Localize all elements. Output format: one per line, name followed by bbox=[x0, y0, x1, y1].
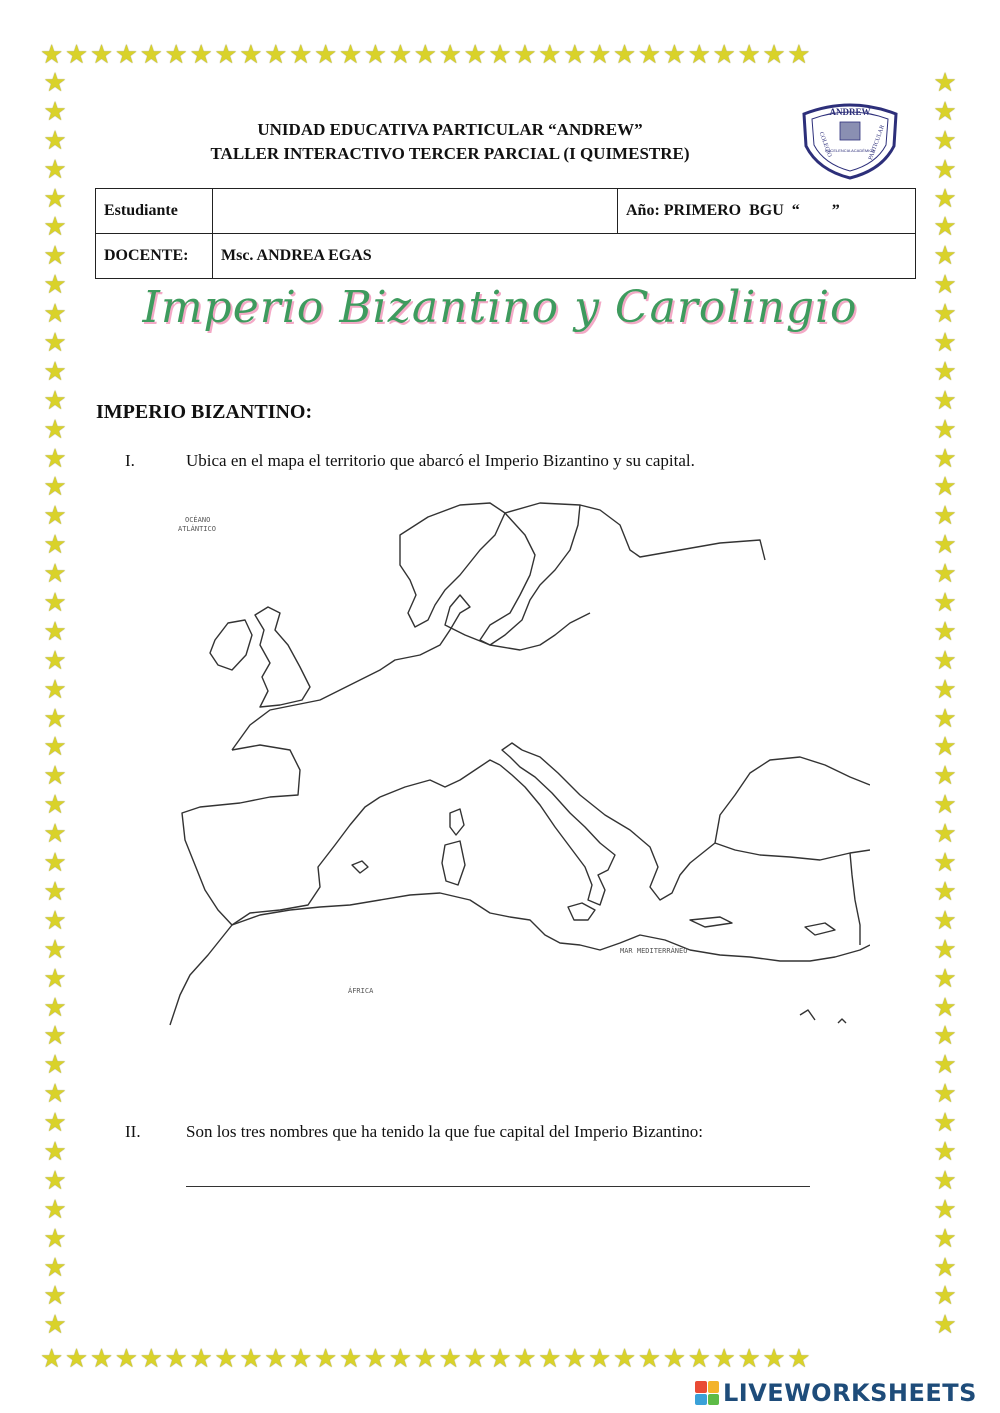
question-2-number: II. bbox=[125, 1122, 141, 1141]
scandinavia-outline bbox=[400, 503, 505, 627]
school-logo bbox=[798, 100, 902, 180]
liveworksheets-logo bbox=[695, 1378, 977, 1408]
student-info-table bbox=[95, 188, 916, 279]
teacher-label: DOCENTE: bbox=[96, 234, 213, 279]
map-label-sea: MAR MEDITERRÁNEO bbox=[620, 947, 688, 955]
logo-emblem bbox=[840, 122, 860, 140]
school-name: UNIDAD EDUCATIVA PARTICULAR “ANDREW” bbox=[257, 120, 643, 139]
anatolia-outline bbox=[715, 843, 870, 860]
crete-outline bbox=[690, 917, 732, 927]
balkans-outline bbox=[522, 750, 715, 900]
question-1-number: I. bbox=[125, 451, 135, 470]
southern-fragment-2 bbox=[838, 1019, 846, 1023]
year-label: Año: PRIMERO BGU “ ” bbox=[618, 189, 916, 234]
student-label: Estudiante bbox=[96, 189, 213, 234]
france-south-coast bbox=[380, 760, 500, 797]
map-label-ocean-1: OCÉANO bbox=[185, 516, 211, 524]
star-border-left: ★ ★ ★ ★ ★ ★ ★ ★ ★ ★ ★ ★ ★ ★ ★ ★ ★ ★ ★ ★ ★ ★ ★ ★ ★ ★ ★ ★ ★ ★ ★ ★ ★ ★ ★ ★ ★ ★ ★ ★ ★ ★ ★ ★ bbox=[43, 68, 67, 1341]
balearic-outline bbox=[352, 861, 368, 873]
star-border-top: ★★★★★★★★★★★★★★★★★★★★★★★★★★★★★★★ bbox=[40, 40, 813, 70]
black-sea-outline bbox=[715, 757, 870, 843]
logo-left-text: COLEGIO bbox=[817, 131, 833, 159]
logo-motto: EXCELENCIA ACADÉMICA bbox=[825, 148, 875, 153]
map-label-ocean-2: ATLÁNTICO bbox=[178, 525, 216, 533]
question-2-text: Son los tres nombres que ha tenido la que fue capital del Imperio Bizantino: bbox=[186, 1122, 703, 1141]
cyprus-outline bbox=[805, 923, 835, 935]
liveworksheets-brand: LIVEWORKSHEETS bbox=[723, 1379, 977, 1407]
question-1-text: Ubica en el mapa el territorio que abarcó el Imperio Bizantino y su capital. bbox=[186, 451, 695, 470]
answer-line[interactable] bbox=[186, 1186, 810, 1187]
sardinia-outline bbox=[442, 841, 465, 885]
scandinavia-east-outline bbox=[480, 503, 580, 645]
workshop-title: TALLER INTERACTIVO TERCER PARCIAL (I QUIMESTRE) bbox=[210, 144, 690, 163]
teacher-value: Msc. ANDREA EGAS bbox=[213, 234, 916, 279]
ireland-outline bbox=[210, 620, 252, 670]
sicily-outline bbox=[568, 903, 595, 920]
logo-name: ANDREW bbox=[829, 107, 871, 117]
atlantic-africa-coast bbox=[170, 925, 232, 1025]
southern-fragment bbox=[800, 1010, 815, 1020]
iberia-outline bbox=[182, 745, 380, 925]
north-africa-coast bbox=[232, 893, 870, 961]
italy-outline bbox=[500, 743, 615, 905]
map-label-africa: ÁFRICA bbox=[348, 987, 374, 995]
finland-outline bbox=[580, 505, 765, 560]
liveworksheets-icon bbox=[695, 1381, 719, 1405]
logo-right-text: PARTICULAR bbox=[867, 124, 887, 161]
student-name-field[interactable] bbox=[213, 189, 618, 234]
great-britain-outline bbox=[255, 607, 310, 707]
star-border-right: ★ ★ ★ ★ ★ ★ ★ ★ ★ ★ ★ ★ ★ ★ ★ ★ ★ ★ ★ ★ ★ ★ ★ ★ ★ ★ ★ ★ ★ ★ ★ ★ ★ ★ ★ ★ ★ ★ ★ ★ ★ ★ ★ ★ bbox=[933, 68, 957, 1341]
levant-coast bbox=[850, 853, 860, 945]
section-title: IMPERIO BIZANTINO: bbox=[96, 401, 313, 423]
corsica-outline bbox=[450, 809, 464, 835]
europe-mediterranean-map[interactable] bbox=[160, 495, 870, 1040]
page-title: Imperio Bizantino y Carolingio bbox=[142, 282, 858, 333]
star-border-bottom: ★★★★★★★★★★★★★★★★★★★★★★★★★★★★★★★ bbox=[40, 1344, 813, 1374]
